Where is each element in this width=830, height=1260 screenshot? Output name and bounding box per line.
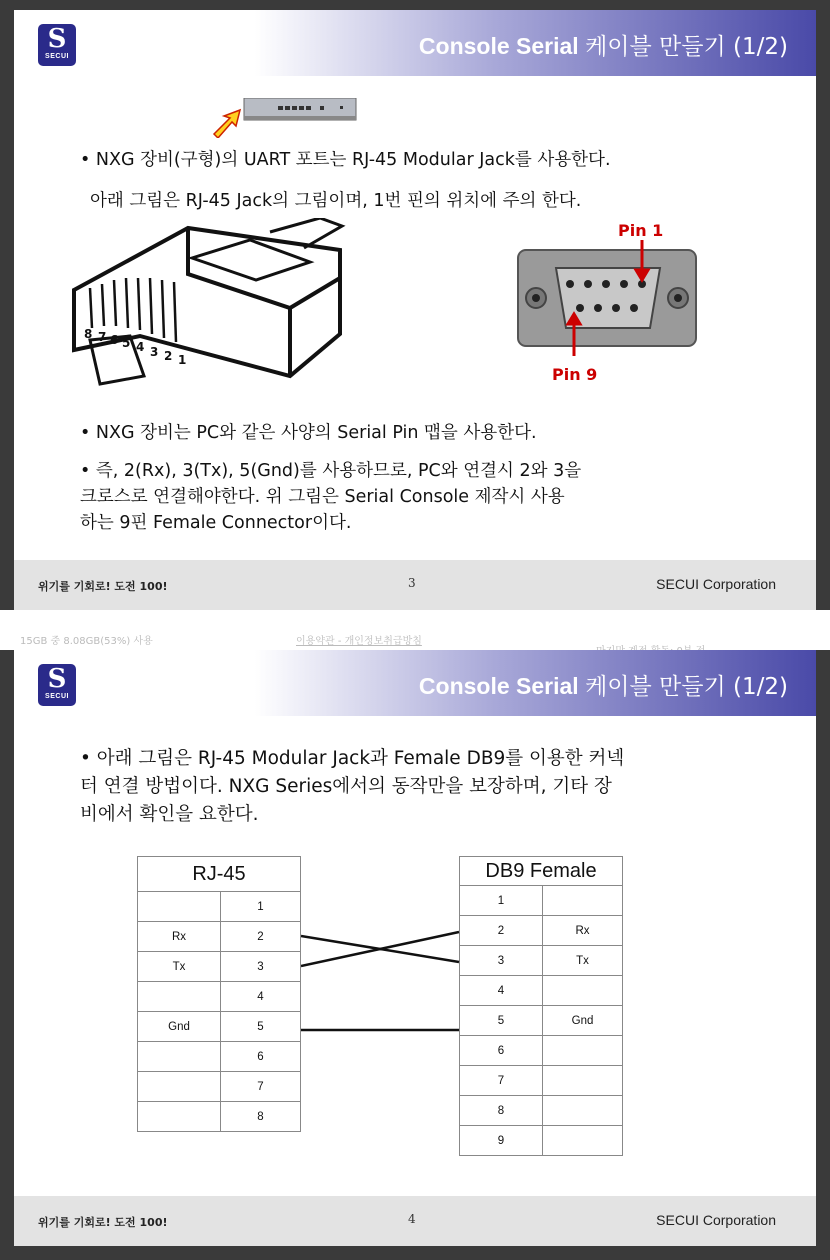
- between-slides-bar: [0, 610, 830, 650]
- paragraph-crossover-1: • 즉, 2(Rx), 3(Tx), 5(Gnd)를 사용하므로, PC와 연결시 2와 3을: [80, 461, 582, 481]
- arrow-icon: [214, 110, 240, 138]
- slide-title: Console Serial 케이블 만들기 (1/2): [418, 33, 788, 60]
- table-row: Tx 3: [138, 952, 301, 982]
- table-row: 9: [460, 1126, 623, 1156]
- paragraph-uart: • NXG 장비(구형)의 UART 포트는 RJ-45 Modular Jack를 사용한다.: [80, 150, 611, 170]
- table-row: 2 Rx: [460, 916, 623, 946]
- table-row: 6: [460, 1036, 623, 1066]
- terms-link[interactable]: 이용약관 - 개인정보취급방침: [296, 636, 422, 647]
- rj45-pin-label: 2: [164, 349, 173, 363]
- table-row: 7: [460, 1066, 623, 1096]
- footer-slogan: 위기를 기회로! 도전 100!: [38, 580, 168, 593]
- table-row: Gnd 5: [138, 1012, 301, 1042]
- rj45-pin-label: 1: [178, 353, 187, 367]
- rj45-pin-label: 5: [122, 336, 131, 350]
- slide-header: [14, 10, 816, 76]
- rj45-jack-drawing: [70, 218, 360, 390]
- table-row: 3 Tx: [460, 946, 623, 976]
- rj45-pin-label: 4: [136, 340, 145, 354]
- rj45-pin-label: 7: [98, 330, 107, 344]
- db9-connector-drawing: [514, 216, 704, 388]
- footer-company: SECUI Corporation: [656, 1212, 776, 1228]
- nxg-device-image: [210, 98, 360, 138]
- slide-4: [14, 650, 816, 1246]
- rj45-pin-label: 6: [110, 333, 119, 347]
- db9-pin-table: [459, 856, 623, 1156]
- table-row: 8: [138, 1102, 301, 1132]
- rj45-pin-label: 3: [150, 345, 159, 359]
- wire-tx-to-rx: [301, 932, 459, 966]
- slide-footer: [14, 1196, 816, 1246]
- page-number: 3: [408, 576, 416, 590]
- table-row: 6: [138, 1042, 301, 1072]
- wiring-lines: [301, 920, 461, 1040]
- pin9-label: Pin 9: [552, 365, 598, 384]
- slide-3: [14, 10, 816, 610]
- table-row: 4: [138, 982, 301, 1012]
- table-row: 1: [460, 886, 623, 916]
- paragraph-crossover-3: 하는 9핀 Female Connector이다.: [80, 513, 352, 533]
- rj45-pin-label: 8: [84, 327, 93, 341]
- pin1-label: Pin 1: [618, 221, 664, 240]
- paragraph-serial-pin-map: • NXG 장비는 PC와 같은 사양의 Serial Pin 맵을 사용한다.: [80, 423, 537, 443]
- paragraph-jack: 아래 그림은 RJ-45 Jack의 그림이며, 1번 핀의 위치에 주의 한다.: [90, 191, 582, 211]
- paragraph-connection-1: • 아래 그림은 RJ-45 Modular Jack과 Female DB9를 이용한 커넥: [80, 748, 625, 769]
- slide-title: Console Serial 케이블 만들기 (1/2): [418, 673, 788, 700]
- footer-company: SECUI Corporation: [656, 576, 776, 592]
- rj45-pin-table: [137, 856, 301, 1132]
- slide-footer: [14, 560, 816, 610]
- footer-slogan: 위기를 기회로! 도전 100!: [38, 1216, 168, 1229]
- table-row: 4: [460, 976, 623, 1006]
- db9-table-header: DB9 Female: [460, 857, 623, 886]
- storage-usage-text: 15GB 중 8.08GB(53%) 사용: [20, 636, 153, 647]
- table-row: 1: [138, 892, 301, 922]
- table-row: 7: [138, 1072, 301, 1102]
- slide-header: [14, 650, 816, 716]
- rj45-table-header: RJ-45: [138, 857, 301, 892]
- paragraph-connection-2: 터 연결 방법이다. NXG Series에서의 동작만을 보장하며, 기타 장: [80, 776, 612, 797]
- secui-logo: S SECUI: [38, 24, 76, 66]
- paragraph-connection-3: 비에서 확인을 요한다.: [80, 804, 259, 825]
- page-number: 4: [408, 1212, 416, 1226]
- secui-logo: S SECUI: [38, 664, 76, 706]
- table-row: Rx 2: [138, 922, 301, 952]
- table-row: 5 Gnd: [460, 1006, 623, 1036]
- paragraph-crossover-2: 크로스로 연결해야한다. 위 그림은 Serial Console 제작시 사용: [80, 487, 565, 507]
- table-row: 8: [460, 1096, 623, 1126]
